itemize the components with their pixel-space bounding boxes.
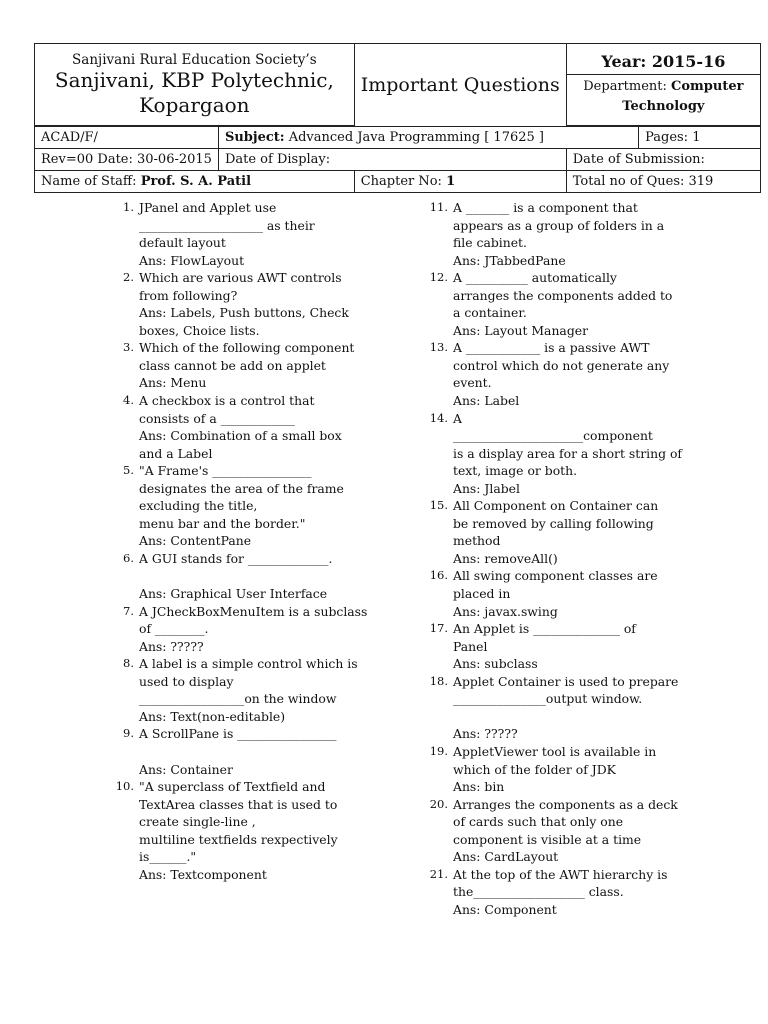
question-item (123, 339, 389, 392)
year-dept-cell (566, 44, 760, 126)
answer-text: Ans: javax.swing (453, 603, 558, 619)
question-text-line: designates the area of the frame (139, 480, 344, 496)
question-text-line: appears as a group of folders in a (453, 217, 665, 233)
question-number: 10. (115, 779, 134, 794)
question-text-line (139, 567, 389, 585)
acad-cell: ACAD/F/ (35, 127, 219, 149)
question-text-line: AppletViewer tool is available in (453, 743, 657, 759)
question-number: 13. (429, 340, 448, 355)
answer-text: Ans: ????? (453, 726, 518, 742)
pages-cell: Pages: 1 (639, 127, 761, 149)
answer-text: Ans: Text(non-editable) (139, 708, 286, 724)
question-text-line: of ________. (139, 621, 209, 637)
question-text-line: A ScrollPane is ________________ (139, 726, 337, 742)
question-number: 7. (123, 603, 134, 618)
answer-text: Ans: Container (139, 761, 233, 777)
question-text-line: file cabinet. (453, 235, 527, 251)
question-text-line: A label is a simple control which is (139, 656, 358, 672)
society-name: Sanjivani Rural Education Society’s (72, 51, 317, 68)
question-number: 21. (429, 866, 448, 881)
question-number: 1. (123, 200, 134, 214)
department-block (567, 75, 760, 119)
staff-label: Name of Staff: (41, 174, 137, 189)
question-number: 9. (123, 726, 134, 741)
answer-text: Ans: ContentPane (139, 533, 252, 549)
document-title: Important Questions (354, 44, 566, 127)
total-questions-cell: Total no of Ques: 319 (566, 171, 760, 193)
question-text-line: Arranges the components as a deck (453, 796, 678, 812)
question-text-line: consists of a ____________ (139, 410, 295, 426)
question-item (429, 567, 753, 620)
question-text-line: control which do not generate any (453, 357, 670, 373)
question-text-line: An Applet is ______________ of (453, 621, 636, 637)
question-text-line: multiline textfields rexpectively (139, 831, 338, 847)
department-label: Department: (583, 79, 667, 94)
question-text-line (453, 708, 753, 726)
question-number: 8. (123, 656, 134, 671)
institution-cell (35, 44, 355, 126)
question-item (429, 410, 753, 498)
question-text-line: which of the folder of JDK (453, 761, 616, 777)
chapter-label: Chapter No: (360, 174, 442, 189)
questions-right-column (429, 199, 753, 918)
question-item (429, 866, 753, 919)
answer-text: Ans: FlowLayout (139, 252, 245, 268)
answer-text: Ans: CardLayout (453, 849, 559, 865)
answer-text: Ans: JTabbedPane (453, 252, 566, 268)
question-text-line: default layout (139, 235, 226, 251)
question-number: 12. (429, 270, 448, 285)
chapter-cell (354, 171, 566, 193)
question-text-line: excluding the title, (139, 498, 258, 514)
question-number: 19. (429, 743, 448, 758)
question-text-line: method (453, 533, 501, 549)
question-number: 3. (123, 340, 134, 355)
question-text-line: All Component on Container can (453, 498, 659, 514)
question-number: 4. (123, 393, 134, 408)
question-number: 18. (429, 673, 448, 688)
question-item (429, 673, 753, 743)
question-text-line: All swing component classes are (453, 568, 658, 584)
subject-value: Advanced Java Programming [ 17625 ] (288, 130, 544, 145)
question-text-line: event. (453, 375, 492, 391)
question-text-line: used to display (139, 673, 234, 689)
question-number: 2. (123, 270, 134, 285)
department-value: Computer Technology (622, 79, 744, 114)
question-text-line: text, image or both. (453, 463, 578, 479)
question-text-line: ____________________ as their (139, 217, 315, 233)
question-text-line: create single-line , (139, 814, 256, 830)
question-text-line: Which of the following component (139, 340, 355, 356)
question-item (123, 550, 389, 603)
subject-label: Subject: (224, 130, 285, 145)
question-number: 14. (429, 410, 448, 425)
question-text-line: Panel (453, 638, 488, 654)
question-number: 5. (123, 463, 134, 478)
question-text-line: the__________________ class. (453, 884, 624, 900)
question-text-line: is______." (139, 849, 197, 865)
chapter-number: 1 (446, 174, 456, 189)
questions-left-column (115, 199, 389, 883)
question-text-line: "A Frame's ________________ (139, 463, 312, 479)
question-text-line: "A superclass of Textfield and (139, 779, 326, 795)
question-number: 20. (429, 796, 448, 811)
answer-text: Ans: Layout Manager (453, 322, 589, 338)
answer-text: Ans: ????? (139, 638, 204, 654)
question-item (123, 199, 389, 269)
staff-cell (35, 171, 355, 193)
question-text-line: Which are various AWT controls (139, 270, 342, 286)
question-text-line: of cards such that only one (453, 814, 624, 830)
question-item (123, 392, 389, 462)
year-label: Year: 2015-16 (567, 50, 760, 75)
question-item (123, 462, 389, 550)
question-item (429, 620, 753, 673)
answer-text: Ans: Textcomponent (139, 866, 267, 882)
answer-text: Ans: Labels, Push buttons, Check boxes, Choice lists. (139, 305, 349, 338)
answer-text: Ans: Menu (139, 375, 207, 391)
question-text-line: JPanel and Applet use (139, 200, 277, 215)
question-item (123, 725, 389, 778)
question-item (429, 199, 753, 269)
question-item (123, 603, 389, 656)
college-name: Sanjivani, KBP Polytechnic, Kopargaon (54, 67, 334, 117)
answer-text: Ans: Graphical User Interface (139, 586, 328, 602)
question-text-line: component is visible at a time (453, 831, 642, 847)
question-text-line: A ____________ is a passive AWT (453, 340, 650, 356)
question-text-line: Applet Container is used to prepare (453, 673, 679, 689)
question-item (429, 743, 753, 796)
question-item (123, 269, 389, 339)
question-item (429, 497, 753, 567)
question-number: 11. (429, 200, 448, 214)
answer-text: Ans: Combination of a small box and a Label (139, 428, 342, 461)
header-table (34, 43, 761, 193)
answer-text: Ans: Label (453, 393, 520, 409)
date-display-cell: Date of Display: (218, 149, 566, 171)
question-text-line: TextArea classes that is used to (139, 796, 338, 812)
question-text-line: be removed by calling following (453, 515, 654, 531)
question-text-line: A _______ is a component that (453, 200, 638, 215)
answer-text: Ans: removeAll() (453, 550, 558, 566)
question-text-line: placed in (453, 586, 511, 602)
question-text-line: a container. (453, 305, 527, 321)
answer-text: Ans: subclass (453, 656, 538, 672)
question-text-line: class cannot be add on applet (139, 357, 326, 373)
question-text-line: _________________on the window (139, 691, 337, 707)
question-item (429, 339, 753, 409)
answer-text: Ans: Jlabel (453, 480, 520, 496)
question-text-line: A JCheckBoxMenuItem is a subclass (139, 603, 368, 619)
question-item (429, 796, 753, 866)
question-text-line: A __________ automatically (453, 270, 617, 286)
question-text-line: arranges the components added to (453, 287, 673, 303)
question-text-line: menu bar and the border." (139, 515, 306, 531)
question-text-line: _______________output window. (453, 691, 643, 707)
subject-cell (218, 127, 638, 149)
revision-cell: Rev=00 Date: 30-06-2015 (35, 149, 219, 171)
question-number: 16. (429, 568, 448, 583)
question-text-line: A checkbox is a control that (139, 393, 315, 409)
question-text-line (139, 743, 389, 761)
question-number: 17. (429, 621, 448, 636)
answer-text: Ans: bin (453, 779, 505, 795)
question-number: 15. (429, 498, 448, 513)
question-text-line: is a display area for a short string of (453, 445, 683, 461)
question-text-line: A (453, 410, 462, 426)
question-text-line: A GUI stands for _____________. (139, 550, 333, 566)
question-item (429, 269, 753, 339)
question-text-line: _____________________component (453, 428, 653, 444)
question-text-line: At the top of the AWT hierarchy is (453, 866, 668, 882)
question-item (123, 655, 389, 725)
staff-name: Prof. S. A. Patil (140, 174, 252, 189)
question-item (115, 778, 389, 883)
date-submission-cell: Date of Submission: (566, 149, 760, 171)
answer-text: Ans: Component (453, 901, 557, 917)
question-number: 6. (123, 550, 134, 565)
question-text-line: from following? (139, 287, 238, 303)
